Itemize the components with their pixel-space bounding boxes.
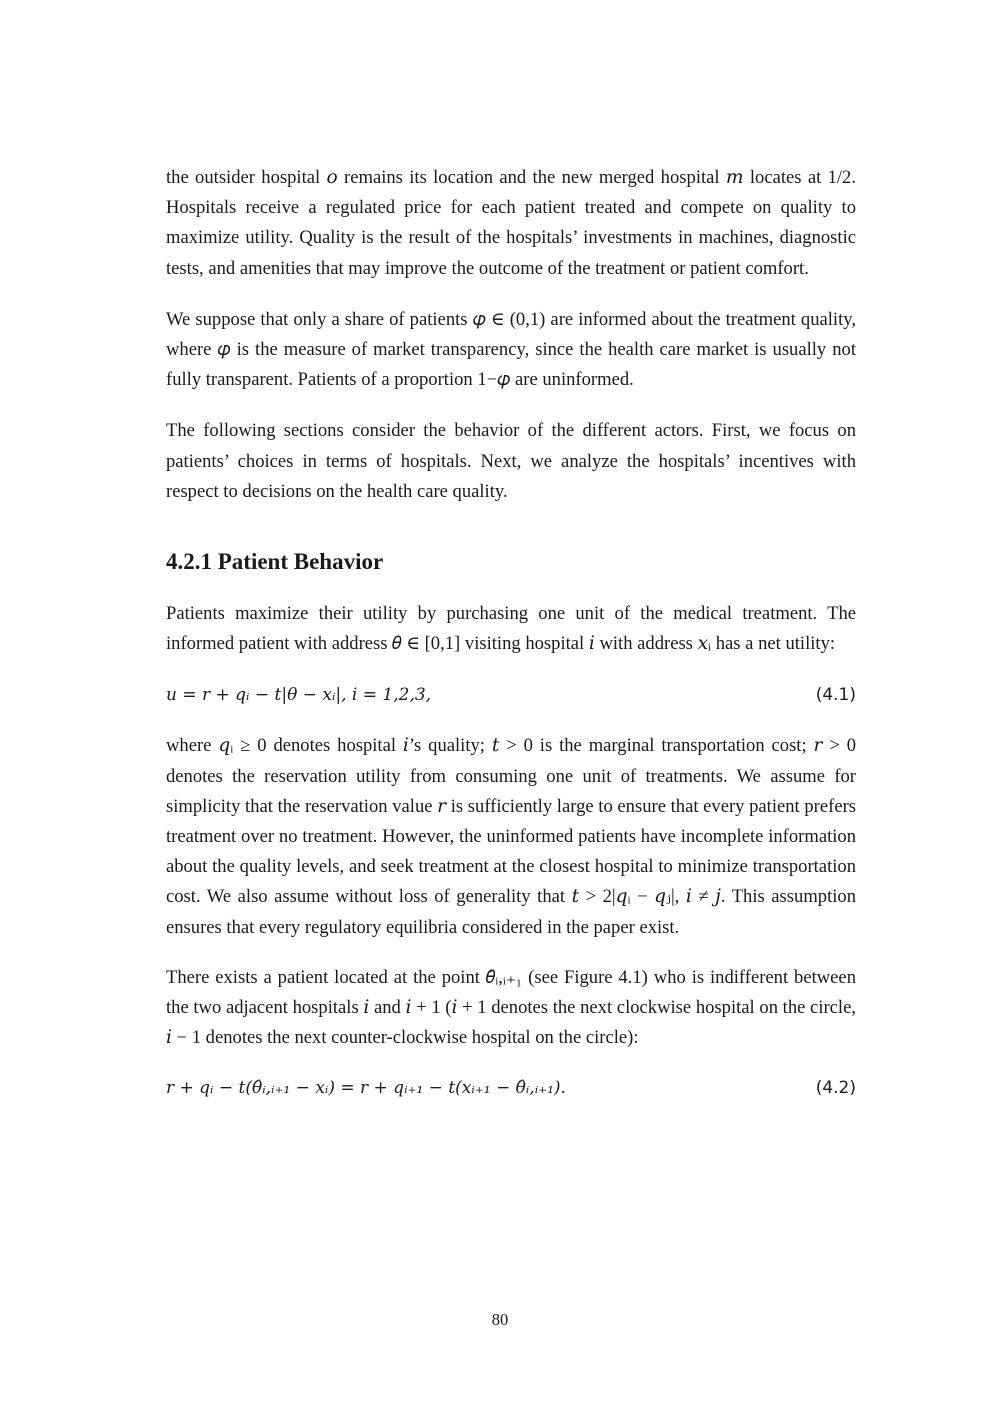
paragraph-2: We suppose that only a share of patients 𝜑 ∈ (0,1) are informed about the treatment quality, where 𝜑 is the measure of market transparency, since the health care market is usually not fully transparent. Patients of a proportion 1−𝜑 are uninformed. (166, 308, 856, 391)
paragraph-1: the outsider hospital 𝑜 remains its location and the new merged hospital 𝑚 locates at 1/2. Hospitals receive a regulated price for each patient treated and compete on quality to maximize utility. Quality is the result of the hospitals’ investments in machines, diagnostic tests, and amenities that may improve the outcome of the treatment or patient comfort. (166, 167, 856, 279)
equation-4-2 (166, 1073, 856, 1103)
equation-4-1-formula: 𝑢 = 𝑟 + 𝑞ᵢ − 𝑡|𝜃 − 𝑥ᵢ|, 𝑖 = 1,2,3, (166, 685, 432, 706)
page-body (166, 163, 856, 1103)
equation-4-1-number: (4.1) (815, 685, 856, 706)
paragraph-4: Patients maximize their utility by purchasing one unit of the medical treatment. The informed patient with address 𝜃 ∈ [0,1] visiting hospital 𝑖 with address 𝑥ᵢ has a net utility: (166, 603, 856, 655)
paragraph-5: where 𝑞ᵢ ≥ 0 denotes hospital 𝑖’s quality; 𝑡 > 0 is the marginal transportation cost; 𝑟 > 0 denotes the reservation utility from consuming one unit of treatments. We assume for simplicity that the reservation value 𝑟 is sufficiently large to ensure that every patient prefers treatment over no treatment. However, the uninformed patients have incomplete information about the quality levels, and seek treatment at the closest hospital to minimize transportation cost. We also assume without loss of generality that 𝑡 > 2|𝑞ᵢ − 𝑞ⱼ|, 𝑖 ≠ 𝑗. This assumption ensures that every regulatory equilibria considered in the paper exist. (166, 735, 856, 938)
paragraph-6: There exists a patient located at the point 𝜃̂ᵢ,ᵢ₊₁ (see Figure 4.1) who is indifferent between the two adjacent hospitals 𝑖 and 𝑖 + 1 (𝑖 + 1 denotes the next clockwise hospital on the circle, 𝑖 − 1 denotes the next counter-clockwise hospital on the circle): (166, 966, 856, 1049)
equation-4-1 (166, 680, 856, 710)
page-number: 80 (491, 1310, 509, 1329)
paragraph-3: The following sections consider the behavior of the different actors. First, we focus on patients’ choices in terms of hospitals. Next, we analyze the hospitals’ incentives with respect to decisions on the health care quality. (166, 420, 856, 502)
equation-4-2-number: (4.2) (815, 1078, 856, 1099)
equation-4-2-formula: 𝑟 + 𝑞ᵢ − 𝑡(𝜃̂ᵢ,ᵢ₊₁ − 𝑥ᵢ) = 𝑟 + 𝑞ᵢ₊₁ − 𝑡(𝑥ᵢ₊₁ − 𝜃̂ᵢ,ᵢ₊₁). (166, 1078, 566, 1099)
section-heading: 4.2.1 Patient Behavior (166, 549, 384, 575)
